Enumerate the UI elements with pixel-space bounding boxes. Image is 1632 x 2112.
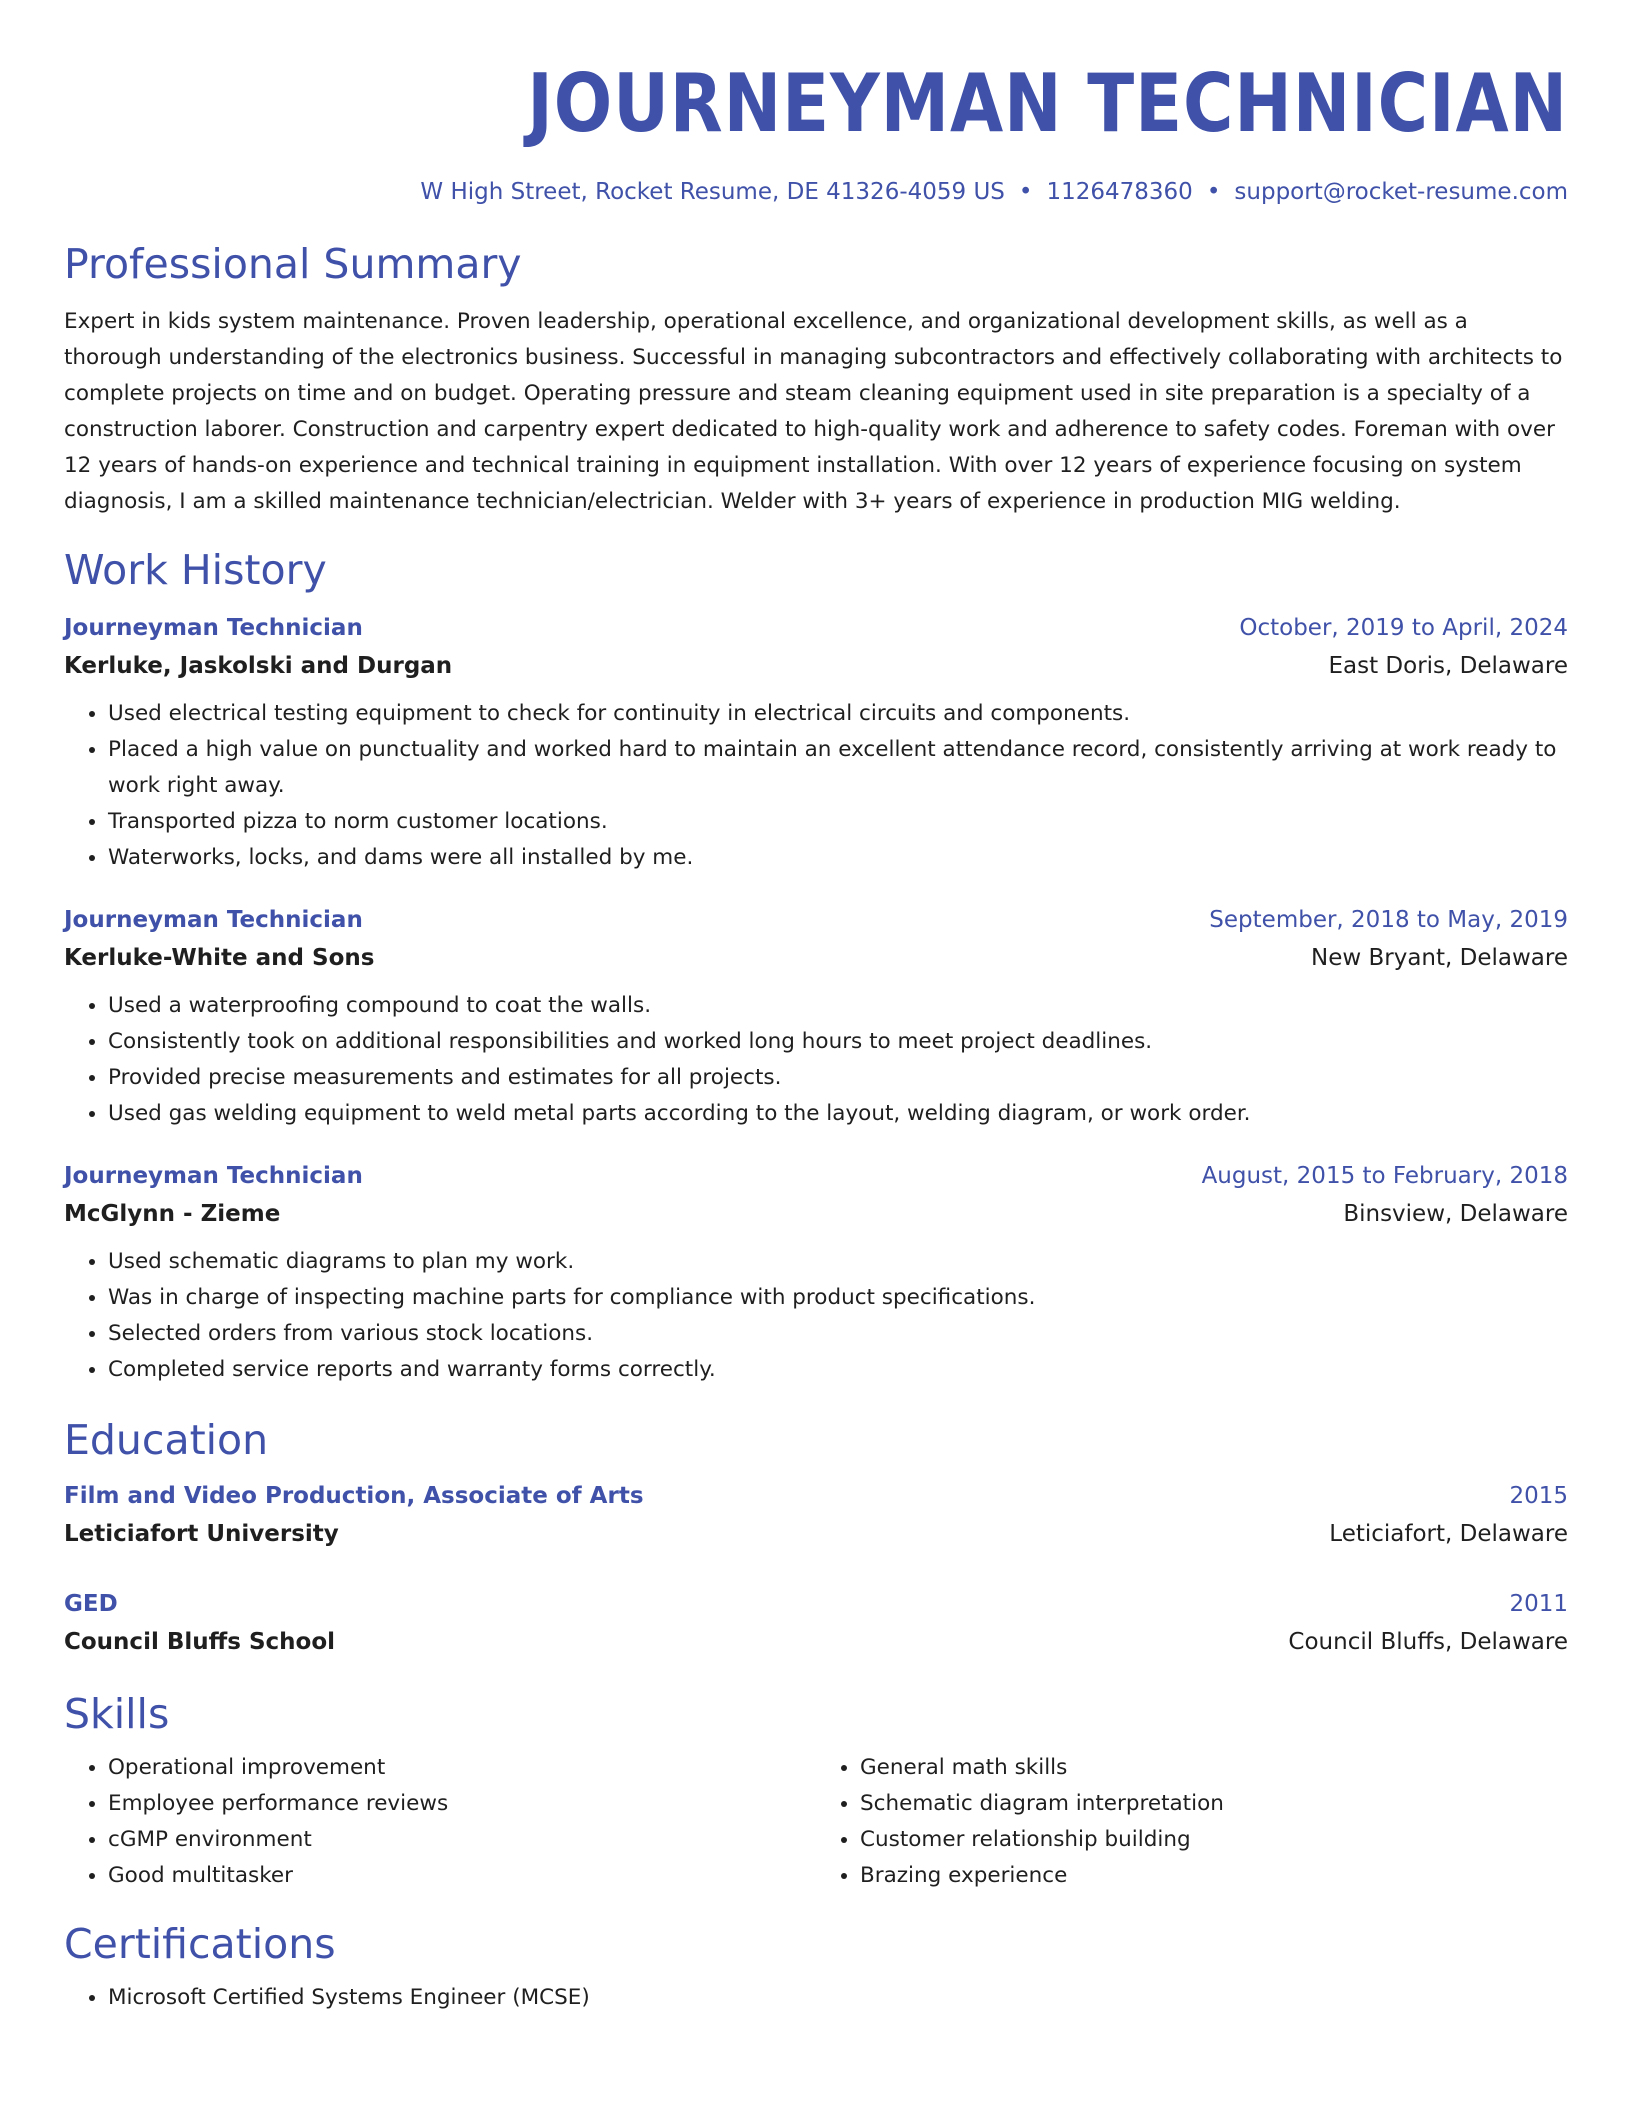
contact-separator: •	[1206, 179, 1221, 205]
job-bullet: • Consistently took on additional responsibilities and worked long hours to meet project deadlines.	[108, 1024, 1568, 1060]
job-header-row	[64, 1158, 1568, 1194]
job-dates: August, 2015 to February, 2018	[1201, 1163, 1568, 1189]
job-bullet: • Was in charge of inspecting machine parts for compliance with product specifications.	[108, 1280, 1568, 1316]
job-bullet: • Selected orders from various stock locations.	[108, 1316, 1568, 1352]
job-role: Journeyman Technician	[64, 1163, 363, 1189]
skills-grid	[64, 1750, 1568, 1894]
section-title-certifications: Certifications	[64, 1920, 336, 1968]
section-title-education: Education	[64, 1416, 269, 1464]
job-bullet: • Provided precise measurements and estimates for all projects.	[108, 1060, 1568, 1096]
job-bullet: • Used schematic diagrams to plan my work.	[108, 1244, 1568, 1280]
job-company: McGlynn - Zieme	[64, 1201, 281, 1227]
education-entry	[64, 1478, 1568, 1554]
contact-line	[64, 176, 1568, 208]
job-location: New Bryant, Delaware	[1311, 945, 1568, 971]
contact-phone: 1126478360	[1046, 179, 1193, 205]
education-school-row	[64, 1622, 1568, 1662]
skill-item: • General math skills	[860, 1750, 1568, 1786]
job-bullets	[64, 1244, 1568, 1388]
candidate-name: JOURNEYMAN TECHNICIAN	[527, 57, 1568, 150]
education-entry	[64, 1586, 1568, 1662]
job-bullets	[64, 988, 1568, 1132]
education-header-row	[64, 1586, 1568, 1622]
skills-column-right	[816, 1750, 1568, 1894]
job-bullet: • Used a waterproofing compound to coat the walls.	[108, 988, 1568, 1024]
job-company-row	[64, 938, 1568, 978]
education-location: Leticiafort, Delaware	[1329, 1521, 1568, 1547]
section-title-skills: Skills	[64, 1690, 170, 1738]
job-location: Binsview, Delaware	[1343, 1201, 1568, 1227]
skill-item: • Schematic diagram interpretation	[860, 1786, 1568, 1822]
education-degree: Film and Video Production, Associate of Arts	[64, 1483, 644, 1509]
section-title-work-history: Work History	[64, 546, 327, 594]
education-header-row	[64, 1478, 1568, 1514]
resume-header	[64, 56, 1568, 208]
education-school: Leticiafort University	[64, 1521, 339, 1547]
education-year: 2011	[1509, 1591, 1568, 1617]
job-header-row	[64, 902, 1568, 938]
job-bullet: • Used electrical testing equipment to check for continuity in electrical circuits and components.	[108, 696, 1568, 732]
job-entry	[64, 1158, 1568, 1388]
certifications-list	[64, 1980, 1568, 2016]
skill-item: • Customer relationship building	[860, 1822, 1568, 1858]
job-dates: September, 2018 to May, 2019	[1209, 907, 1568, 933]
education-school-row	[64, 1514, 1568, 1554]
certification-item: • Microsoft Certified Systems Engineer (MCSE)	[108, 1980, 1568, 2016]
job-role: Journeyman Technician	[64, 907, 363, 933]
skill-item: • Operational improvement	[108, 1750, 816, 1786]
job-entry	[64, 610, 1568, 876]
section-title-summary: Professional Summary	[64, 240, 522, 288]
job-bullet: • Placed a high value on punctuality and worked hard to maintain an excellent attendance record, consistently arriving at work ready to work right away.	[108, 732, 1568, 804]
job-role: Journeyman Technician	[64, 615, 363, 641]
summary-text: Expert in kids system maintenance. Proven leadership, operational excellence, and organizational development skills, as well as a thorough understanding of the electronics business. Successful in managing subcontractors and effectively collaborating with architects to complete projects on time and on budget. Operating pressure and steam cleaning equipment used in site preparation is a specialty of a construction laborer. Construction and carpentry expert dedicated to high-quality work and adherence to safety codes. Foreman with over 12 years of hands-on experience and technical training in equipment installation. With over 12 years of experience focusing on system diagnosis, I am a skilled maintenance technician/electrician. Welder with 3+ years of experience in production MIG welding.	[64, 309, 1563, 514]
education-year: 2015	[1509, 1483, 1568, 1509]
education-degree: GED	[64, 1591, 118, 1617]
job-company: Kerluke-White and Sons	[64, 945, 375, 971]
education-location: Council Bluffs, Delaware	[1288, 1629, 1568, 1655]
job-dates: October, 2019 to April, 2024	[1239, 615, 1568, 641]
education-school: Council Bluffs School	[64, 1629, 336, 1655]
contact-separator: •	[1018, 179, 1033, 205]
job-company: Kerluke, Jaskolski and Durgan	[64, 653, 453, 679]
job-bullet: • Used gas welding equipment to weld metal parts according to the layout, welding diagram, or work order.	[108, 1096, 1568, 1132]
job-company-row	[64, 646, 1568, 686]
job-bullet: • Completed service reports and warranty forms correctly.	[108, 1352, 1568, 1388]
job-bullet: • Waterworks, locks, and dams were all installed by me.	[108, 840, 1568, 876]
contact-email[interactable]: support@rocket-resume.com	[1234, 179, 1568, 205]
skill-item: • Brazing experience	[860, 1858, 1568, 1894]
job-bullet: • Transported pizza to norm customer locations.	[108, 804, 1568, 840]
skill-item: • cGMP environment	[108, 1822, 816, 1858]
job-location: East Doris, Delaware	[1328, 653, 1568, 679]
job-header-row	[64, 610, 1568, 646]
contact-address: W High Street, Rocket Resume, DE 41326-4059 US	[420, 179, 1005, 205]
education-list	[64, 1478, 1568, 1662]
skills-column-left	[64, 1750, 816, 1894]
skill-item: • Employee performance reviews	[108, 1786, 816, 1822]
skill-item: • Good multitasker	[108, 1858, 816, 1894]
job-company-row	[64, 1194, 1568, 1234]
job-entry	[64, 902, 1568, 1132]
job-bullets	[64, 696, 1568, 876]
